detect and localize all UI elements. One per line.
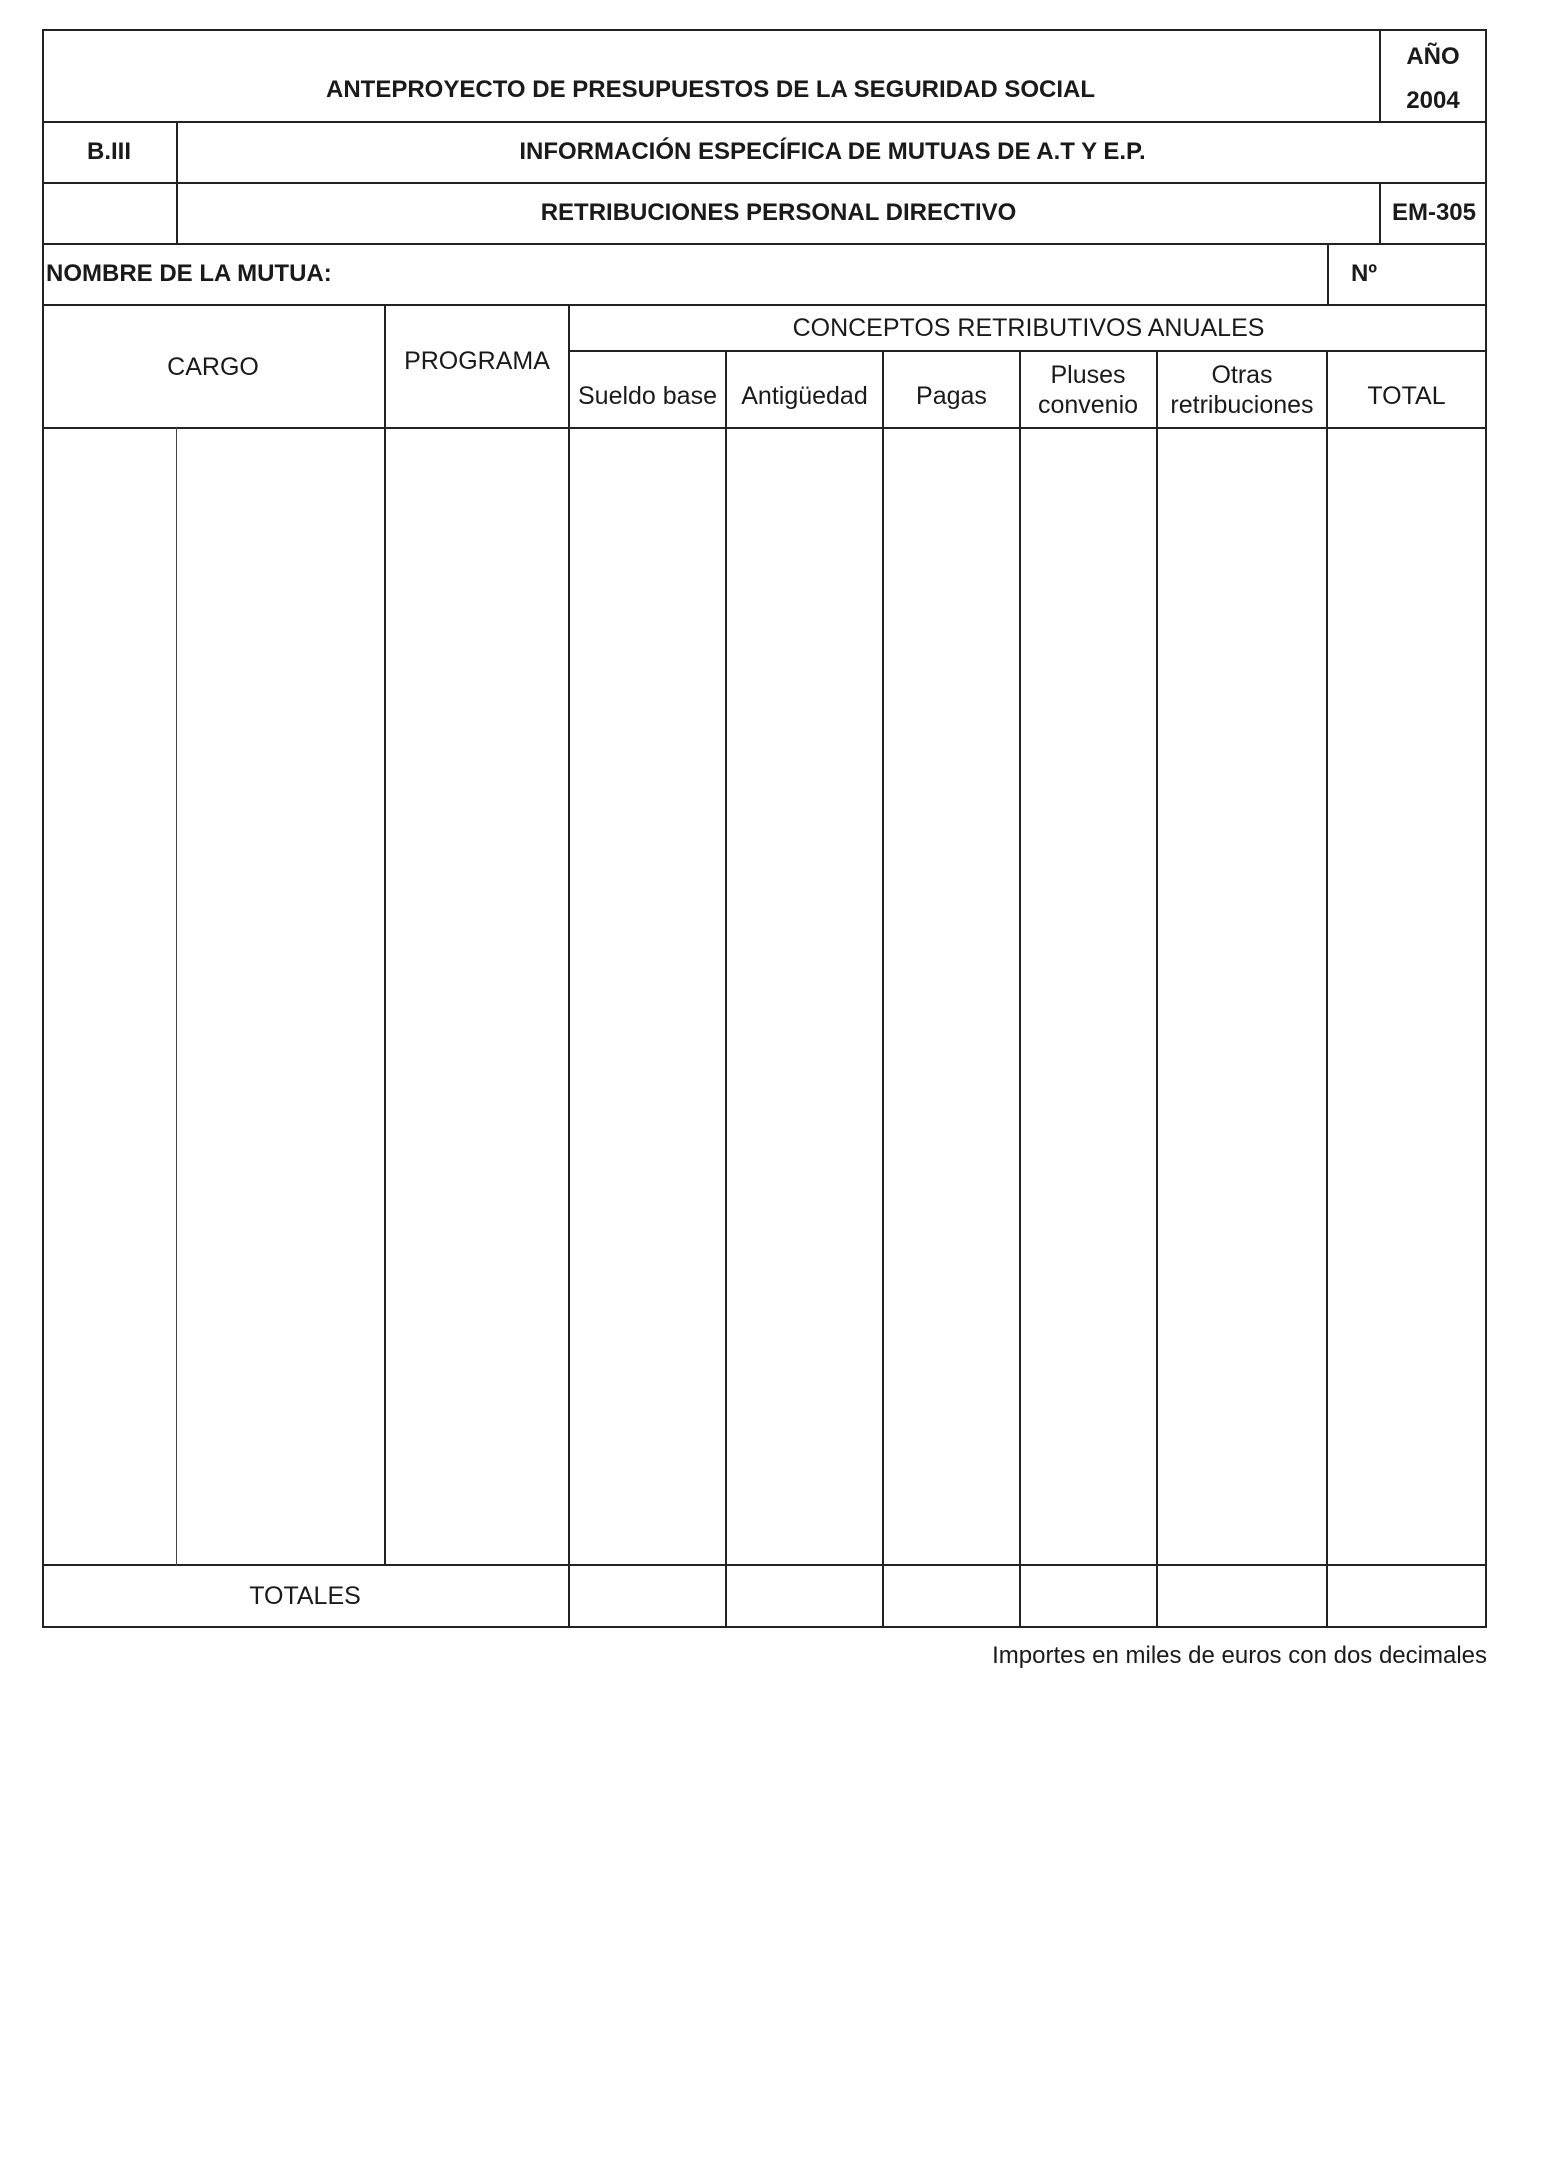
col-header-pagas: Pagas bbox=[916, 381, 987, 410]
budget-form bbox=[42, 29, 1487, 1628]
table-body-entry-area[interactable] bbox=[44, 429, 1485, 1564]
col-header-otras-retribuciones: Otras retribuciones bbox=[1170, 360, 1314, 419]
totals-row-label: TOTALES bbox=[249, 1582, 361, 1610]
form-main-title: ANTEPROYECTO DE PRESUPUESTOS DE LA SEGURIDAD SOCIAL bbox=[326, 75, 1095, 103]
year-value: 2004 bbox=[1406, 86, 1460, 114]
rule bbox=[42, 29, 1487, 31]
number-label: Nº bbox=[1350, 260, 1378, 288]
rule bbox=[1485, 29, 1487, 1628]
mutua-name-label: NOMBRE DE LA MUTUA: bbox=[46, 260, 332, 288]
programa-column-header: PROGRAMA bbox=[404, 347, 550, 375]
cargo-column-header: CARGO bbox=[167, 352, 259, 381]
col-header-pluses-convenio: Pluses convenio bbox=[1037, 360, 1139, 419]
amounts-note: Importes en miles de euros con dos decimales bbox=[992, 1642, 1487, 1669]
section-title: INFORMACIÓN ESPECÍFICA DE MUTUAS DE A.T Y E.P. bbox=[519, 138, 1146, 166]
number-field[interactable] bbox=[1399, 245, 1485, 304]
mutua-name-field[interactable] bbox=[402, 245, 1322, 304]
rule bbox=[42, 1626, 1487, 1628]
year-label: AÑO bbox=[1406, 42, 1460, 70]
col-header-antiguedad: Antigüedad bbox=[741, 381, 868, 410]
form-subtitle: RETRIBUCIONES PERSONAL DIRECTIVO bbox=[540, 199, 1017, 227]
col-header-sueldo-base: Sueldo base bbox=[577, 381, 717, 410]
section-code: B.III bbox=[86, 138, 131, 166]
col-header-total: TOTAL bbox=[1367, 381, 1446, 410]
concepts-group-header: CONCEPTOS RETRIBUTIVOS ANUALES bbox=[792, 314, 1265, 342]
form-code: EM-305 bbox=[1391, 199, 1477, 227]
